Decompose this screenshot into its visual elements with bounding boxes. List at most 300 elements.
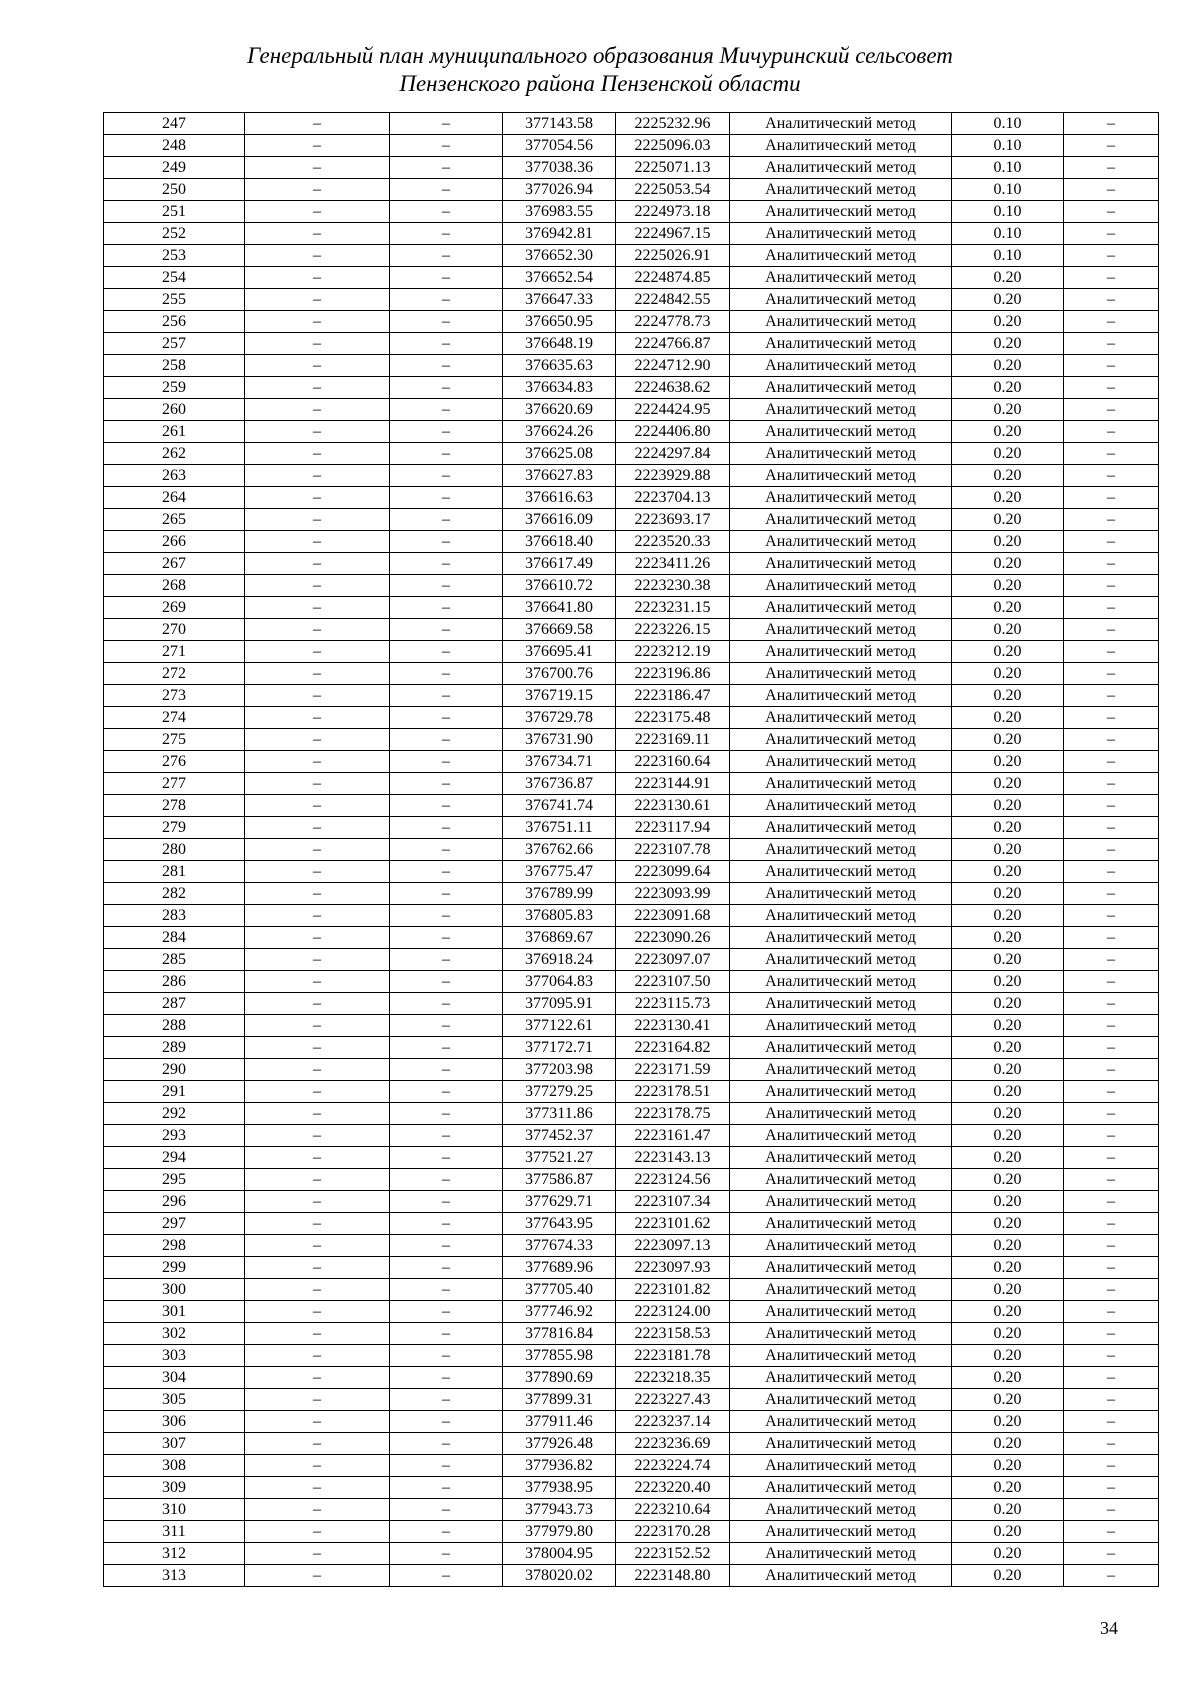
cell-col-3: –: [390, 465, 503, 487]
cell-accuracy: 0.20: [952, 1169, 1064, 1191]
cell-col-3: –: [390, 289, 503, 311]
cell-accuracy: 0.20: [952, 1015, 1064, 1037]
cell-col-3: –: [390, 1257, 503, 1279]
cell-accuracy: 0.20: [952, 1081, 1064, 1103]
cell-col-3: –: [390, 509, 503, 531]
cell-point-number: 255: [104, 289, 245, 311]
cell-coord-y: 2223212.19: [616, 641, 730, 663]
cell-point-number: 254: [104, 267, 245, 289]
cell-method: Аналитический метод: [730, 575, 952, 597]
cell-coord-x: 377911.46: [503, 1411, 616, 1433]
cell-method: Аналитический метод: [730, 707, 952, 729]
cell-coord-y: 2224766.87: [616, 333, 730, 355]
table-row: [104, 201, 1159, 223]
table-row: [104, 1103, 1159, 1125]
cell-coord-y: 2223130.41: [616, 1015, 730, 1037]
cell-col-8: –: [1064, 333, 1159, 355]
cell-point-number: 286: [104, 971, 245, 993]
cell-col-2: –: [245, 289, 390, 311]
table-row: [104, 1015, 1159, 1037]
cell-point-number: 248: [104, 135, 245, 157]
cell-col-3: –: [390, 531, 503, 553]
cell-accuracy: 0.20: [952, 663, 1064, 685]
cell-col-2: –: [245, 927, 390, 949]
cell-accuracy: 0.10: [952, 135, 1064, 157]
cell-coord-y: 2223227.43: [616, 1389, 730, 1411]
cell-method: Аналитический метод: [730, 1103, 952, 1125]
cell-col-8: –: [1064, 1411, 1159, 1433]
cell-col-8: –: [1064, 707, 1159, 729]
cell-coord-x: 377026.94: [503, 179, 616, 201]
cell-point-number: 303: [104, 1345, 245, 1367]
cell-method: Аналитический метод: [730, 1169, 952, 1191]
cell-method: Аналитический метод: [730, 751, 952, 773]
cell-col-3: –: [390, 1301, 503, 1323]
cell-col-3: –: [390, 971, 503, 993]
cell-coord-x: 376869.67: [503, 927, 616, 949]
cell-col-8: –: [1064, 1081, 1159, 1103]
cell-method: Аналитический метод: [730, 1367, 952, 1389]
cell-accuracy: 0.20: [952, 1499, 1064, 1521]
cell-coord-y: 2223097.13: [616, 1235, 730, 1257]
cell-coord-x: 376741.74: [503, 795, 616, 817]
cell-point-number: 304: [104, 1367, 245, 1389]
cell-col-3: –: [390, 1235, 503, 1257]
cell-col-3: –: [390, 619, 503, 641]
cell-point-number: 269: [104, 597, 245, 619]
cell-col-2: –: [245, 355, 390, 377]
cell-coord-x: 377279.25: [503, 1081, 616, 1103]
cell-col-2: –: [245, 245, 390, 267]
cell-method: Аналитический метод: [730, 157, 952, 179]
cell-col-2: –: [245, 333, 390, 355]
cell-col-8: –: [1064, 1213, 1159, 1235]
cell-accuracy: 0.20: [952, 685, 1064, 707]
table-row: [104, 949, 1159, 971]
cell-col-8: –: [1064, 685, 1159, 707]
cell-coord-y: 2223226.15: [616, 619, 730, 641]
cell-coord-y: 2223224.74: [616, 1455, 730, 1477]
cell-col-2: –: [245, 113, 390, 135]
cell-method: Аналитический метод: [730, 1081, 952, 1103]
cell-coord-x: 377890.69: [503, 1367, 616, 1389]
cell-accuracy: 0.20: [952, 377, 1064, 399]
cell-method: Аналитический метод: [730, 1455, 952, 1477]
table-row: [104, 817, 1159, 839]
cell-col-2: –: [245, 135, 390, 157]
cell-col-2: –: [245, 157, 390, 179]
table-row: [104, 377, 1159, 399]
cell-col-3: –: [390, 1367, 503, 1389]
cell-col-2: –: [245, 1499, 390, 1521]
cell-point-number: 272: [104, 663, 245, 685]
cell-coord-y: 2223097.07: [616, 949, 730, 971]
table-row: [104, 179, 1159, 201]
cell-coord-x: 377452.37: [503, 1125, 616, 1147]
cell-accuracy: 0.20: [952, 311, 1064, 333]
cell-col-2: –: [245, 311, 390, 333]
table-row: [104, 1389, 1159, 1411]
table-row: [104, 509, 1159, 531]
cell-col-2: –: [245, 509, 390, 531]
cell-accuracy: 0.20: [952, 1257, 1064, 1279]
table-row: [104, 1257, 1159, 1279]
cell-col-2: –: [245, 949, 390, 971]
cell-col-3: –: [390, 1037, 503, 1059]
cell-coord-x: 376652.30: [503, 245, 616, 267]
cell-col-3: –: [390, 817, 503, 839]
cell-col-3: –: [390, 993, 503, 1015]
cell-col-3: –: [390, 1345, 503, 1367]
cell-method: Аналитический метод: [730, 245, 952, 267]
cell-point-number: 306: [104, 1411, 245, 1433]
cell-coord-x: 376618.40: [503, 531, 616, 553]
cell-accuracy: 0.20: [952, 949, 1064, 971]
cell-col-8: –: [1064, 1169, 1159, 1191]
cell-coord-y: 2224712.90: [616, 355, 730, 377]
cell-coord-x: 376652.54: [503, 267, 616, 289]
cell-point-number: 267: [104, 553, 245, 575]
cell-coord-x: 377521.27: [503, 1147, 616, 1169]
cell-point-number: 264: [104, 487, 245, 509]
cell-method: Аналитический метод: [730, 1059, 952, 1081]
page-header: [0, 42, 1200, 98]
cell-col-2: –: [245, 795, 390, 817]
cell-accuracy: 0.20: [952, 751, 1064, 773]
cell-point-number: 297: [104, 1213, 245, 1235]
cell-col-3: –: [390, 861, 503, 883]
cell-col-3: –: [390, 1213, 503, 1235]
cell-col-3: –: [390, 157, 503, 179]
cell-coord-y: 2223704.13: [616, 487, 730, 509]
cell-accuracy: 0.20: [952, 1191, 1064, 1213]
cell-coord-y: 2223158.53: [616, 1323, 730, 1345]
table-row: [104, 1169, 1159, 1191]
table-row: [104, 311, 1159, 333]
table-row: [104, 1499, 1159, 1521]
cell-coord-y: 2223090.26: [616, 927, 730, 949]
cell-col-2: –: [245, 465, 390, 487]
cell-coord-x: 377311.86: [503, 1103, 616, 1125]
table-row: [104, 1345, 1159, 1367]
cell-method: Аналитический метод: [730, 685, 952, 707]
table-row: [104, 333, 1159, 355]
cell-accuracy: 0.20: [952, 883, 1064, 905]
cell-point-number: 302: [104, 1323, 245, 1345]
table-row: [104, 575, 1159, 597]
cell-col-8: –: [1064, 553, 1159, 575]
cell-coord-x: 376647.33: [503, 289, 616, 311]
table-row: [104, 839, 1159, 861]
cell-col-8: –: [1064, 1521, 1159, 1543]
cell-col-2: –: [245, 993, 390, 1015]
cell-coord-y: 2223101.82: [616, 1279, 730, 1301]
cell-accuracy: 0.20: [952, 817, 1064, 839]
cell-col-3: –: [390, 443, 503, 465]
cell-coord-x: 377643.95: [503, 1213, 616, 1235]
cell-coord-y: 2225232.96: [616, 113, 730, 135]
cell-method: Аналитический метод: [730, 1301, 952, 1323]
cell-coord-y: 2223101.62: [616, 1213, 730, 1235]
cell-point-number: 257: [104, 333, 245, 355]
cell-col-3: –: [390, 1323, 503, 1345]
header-title-line-2: Пензенского района Пензенской области: [399, 71, 801, 96]
cell-col-3: –: [390, 1499, 503, 1521]
table-row: [104, 861, 1159, 883]
table-row: [104, 751, 1159, 773]
cell-col-3: –: [390, 1389, 503, 1411]
table-row: [104, 795, 1159, 817]
table-row: [104, 113, 1159, 135]
cell-col-2: –: [245, 1147, 390, 1169]
cell-col-3: –: [390, 905, 503, 927]
cell-col-3: –: [390, 1059, 503, 1081]
cell-col-2: –: [245, 883, 390, 905]
cell-accuracy: 0.20: [952, 927, 1064, 949]
cell-point-number: 268: [104, 575, 245, 597]
table-row: [104, 1323, 1159, 1345]
header-title-line-1: Генеральный план муниципального образования Мичуринский сельсовет: [247, 43, 953, 68]
cell-coord-y: 2223117.94: [616, 817, 730, 839]
cell-coord-y: 2223099.64: [616, 861, 730, 883]
cell-method: Аналитический метод: [730, 1147, 952, 1169]
cell-coord-y: 2223170.28: [616, 1521, 730, 1543]
cell-accuracy: 0.20: [952, 1323, 1064, 1345]
cell-point-number: 310: [104, 1499, 245, 1521]
cell-point-number: 283: [104, 905, 245, 927]
cell-point-number: 299: [104, 1257, 245, 1279]
page-number: 34: [1100, 1618, 1118, 1638]
cell-col-8: –: [1064, 1103, 1159, 1125]
cell-col-2: –: [245, 905, 390, 927]
cell-col-8: –: [1064, 443, 1159, 465]
cell-coord-y: 2223411.26: [616, 553, 730, 575]
cell-col-3: –: [390, 1455, 503, 1477]
cell-accuracy: 0.20: [952, 707, 1064, 729]
table-row: [104, 1543, 1159, 1565]
cell-coord-y: 2223097.93: [616, 1257, 730, 1279]
cell-method: Аналитический метод: [730, 1477, 952, 1499]
table-row: [104, 1455, 1159, 1477]
cell-coord-x: 377586.87: [503, 1169, 616, 1191]
cell-col-2: –: [245, 1037, 390, 1059]
cell-col-8: –: [1064, 1543, 1159, 1565]
cell-point-number: 308: [104, 1455, 245, 1477]
cell-col-8: –: [1064, 223, 1159, 245]
cell-coord-y: 2223161.47: [616, 1125, 730, 1147]
cell-point-number: 307: [104, 1433, 245, 1455]
cell-coord-x: 376734.71: [503, 751, 616, 773]
cell-coord-x: 376983.55: [503, 201, 616, 223]
table-row: [104, 1191, 1159, 1213]
cell-coord-x: 376700.76: [503, 663, 616, 685]
cell-accuracy: 0.20: [952, 1037, 1064, 1059]
cell-method: Аналитический метод: [730, 817, 952, 839]
cell-col-8: –: [1064, 883, 1159, 905]
table-row: [104, 619, 1159, 641]
table-row: [104, 1301, 1159, 1323]
cell-coord-x: 377705.40: [503, 1279, 616, 1301]
table-row: [104, 421, 1159, 443]
cell-col-3: –: [390, 1169, 503, 1191]
cell-col-8: –: [1064, 245, 1159, 267]
cell-accuracy: 0.20: [952, 1345, 1064, 1367]
cell-col-8: –: [1064, 663, 1159, 685]
cell-point-number: 271: [104, 641, 245, 663]
cell-coord-y: 2223115.73: [616, 993, 730, 1015]
cell-accuracy: 0.20: [952, 1213, 1064, 1235]
cell-coord-y: 2223107.50: [616, 971, 730, 993]
table-row: [104, 685, 1159, 707]
cell-col-2: –: [245, 597, 390, 619]
table-row: [104, 773, 1159, 795]
cell-point-number: 249: [104, 157, 245, 179]
cell-col-8: –: [1064, 729, 1159, 751]
cell-accuracy: 0.20: [952, 267, 1064, 289]
cell-point-number: 256: [104, 311, 245, 333]
cell-coord-x: 376620.69: [503, 399, 616, 421]
cell-method: Аналитический метод: [730, 641, 952, 663]
cell-coord-x: 376634.83: [503, 377, 616, 399]
cell-col-2: –: [245, 1367, 390, 1389]
cell-col-3: –: [390, 1433, 503, 1455]
cell-coord-x: 376789.99: [503, 883, 616, 905]
cell-col-2: –: [245, 1345, 390, 1367]
cell-point-number: 284: [104, 927, 245, 949]
cell-col-2: –: [245, 1411, 390, 1433]
cell-col-3: –: [390, 1521, 503, 1543]
cell-coord-x: 377095.91: [503, 993, 616, 1015]
cell-coord-y: 2223181.78: [616, 1345, 730, 1367]
cell-point-number: 311: [104, 1521, 245, 1543]
table-row: [104, 245, 1159, 267]
cell-coord-x: 377746.92: [503, 1301, 616, 1323]
cell-col-2: –: [245, 1301, 390, 1323]
cell-accuracy: 0.20: [952, 729, 1064, 751]
cell-method: Аналитический метод: [730, 883, 952, 905]
cell-accuracy: 0.20: [952, 839, 1064, 861]
cell-col-3: –: [390, 355, 503, 377]
cell-method: Аналитический метод: [730, 729, 952, 751]
cell-method: Аналитический метод: [730, 773, 952, 795]
cell-point-number: 259: [104, 377, 245, 399]
cell-method: Аналитический метод: [730, 971, 952, 993]
cell-col-8: –: [1064, 267, 1159, 289]
cell-col-2: –: [245, 553, 390, 575]
cell-coord-x: 376751.11: [503, 817, 616, 839]
cell-point-number: 273: [104, 685, 245, 707]
cell-col-8: –: [1064, 1477, 1159, 1499]
cell-col-8: –: [1064, 861, 1159, 883]
cell-coord-y: 2225096.03: [616, 135, 730, 157]
table-row: [104, 1411, 1159, 1433]
cell-col-3: –: [390, 223, 503, 245]
table-row: [104, 1565, 1159, 1587]
cell-coord-x: 376805.83: [503, 905, 616, 927]
cell-accuracy: 0.20: [952, 905, 1064, 927]
cell-method: Аналитический метод: [730, 1411, 952, 1433]
table-row: [104, 135, 1159, 157]
cell-point-number: 247: [104, 113, 245, 135]
cell-col-2: –: [245, 751, 390, 773]
cell-accuracy: 0.20: [952, 509, 1064, 531]
cell-coord-x: 377143.58: [503, 113, 616, 135]
cell-accuracy: 0.20: [952, 619, 1064, 641]
cell-col-8: –: [1064, 1367, 1159, 1389]
cell-accuracy: 0.20: [952, 575, 1064, 597]
table-row: [104, 399, 1159, 421]
cell-method: Аналитический метод: [730, 927, 952, 949]
cell-coord-x: 377054.56: [503, 135, 616, 157]
cell-col-3: –: [390, 927, 503, 949]
cell-col-8: –: [1064, 1433, 1159, 1455]
cell-coord-x: 376648.19: [503, 333, 616, 355]
cell-method: Аналитический метод: [730, 905, 952, 927]
cell-coord-y: 2223175.48: [616, 707, 730, 729]
cell-method: Аналитический метод: [730, 311, 952, 333]
cell-method: Аналитический метод: [730, 1235, 952, 1257]
cell-point-number: 293: [104, 1125, 245, 1147]
cell-coord-x: 378020.02: [503, 1565, 616, 1587]
cell-coord-x: 376616.09: [503, 509, 616, 531]
cell-point-number: 289: [104, 1037, 245, 1059]
cell-method: Аналитический метод: [730, 1521, 952, 1543]
cell-col-3: –: [390, 751, 503, 773]
table-row: [104, 1433, 1159, 1455]
cell-col-8: –: [1064, 1191, 1159, 1213]
cell-col-8: –: [1064, 751, 1159, 773]
cell-col-8: –: [1064, 575, 1159, 597]
cell-accuracy: 0.20: [952, 289, 1064, 311]
cell-col-8: –: [1064, 1323, 1159, 1345]
cell-accuracy: 0.20: [952, 1565, 1064, 1587]
cell-coord-x: 377936.82: [503, 1455, 616, 1477]
cell-col-2: –: [245, 619, 390, 641]
cell-point-number: 270: [104, 619, 245, 641]
cell-method: Аналитический метод: [730, 597, 952, 619]
cell-col-8: –: [1064, 927, 1159, 949]
table-row: [104, 641, 1159, 663]
cell-col-8: –: [1064, 1389, 1159, 1411]
cell-col-3: –: [390, 1279, 503, 1301]
cell-col-8: –: [1064, 399, 1159, 421]
cell-col-3: –: [390, 1543, 503, 1565]
cell-point-number: 252: [104, 223, 245, 245]
cell-col-8: –: [1064, 377, 1159, 399]
cell-point-number: 278: [104, 795, 245, 817]
cell-coord-y: 2223178.51: [616, 1081, 730, 1103]
table-row: [104, 1279, 1159, 1301]
cell-coord-x: 376610.72: [503, 575, 616, 597]
cell-col-8: –: [1064, 641, 1159, 663]
cell-col-3: –: [390, 487, 503, 509]
table-row: [104, 707, 1159, 729]
cell-method: Аналитический метод: [730, 839, 952, 861]
cell-col-8: –: [1064, 531, 1159, 553]
cell-col-2: –: [245, 201, 390, 223]
cell-method: Аналитический метод: [730, 1213, 952, 1235]
cell-col-8: –: [1064, 949, 1159, 971]
cell-col-2: –: [245, 839, 390, 861]
cell-coord-y: 2225053.54: [616, 179, 730, 201]
cell-coord-y: 2223093.99: [616, 883, 730, 905]
table-row: [104, 487, 1159, 509]
cell-point-number: 298: [104, 1235, 245, 1257]
cell-method: Аналитический метод: [730, 509, 952, 531]
cell-accuracy: 0.20: [952, 795, 1064, 817]
cell-accuracy: 0.20: [952, 971, 1064, 993]
cell-col-3: –: [390, 1015, 503, 1037]
